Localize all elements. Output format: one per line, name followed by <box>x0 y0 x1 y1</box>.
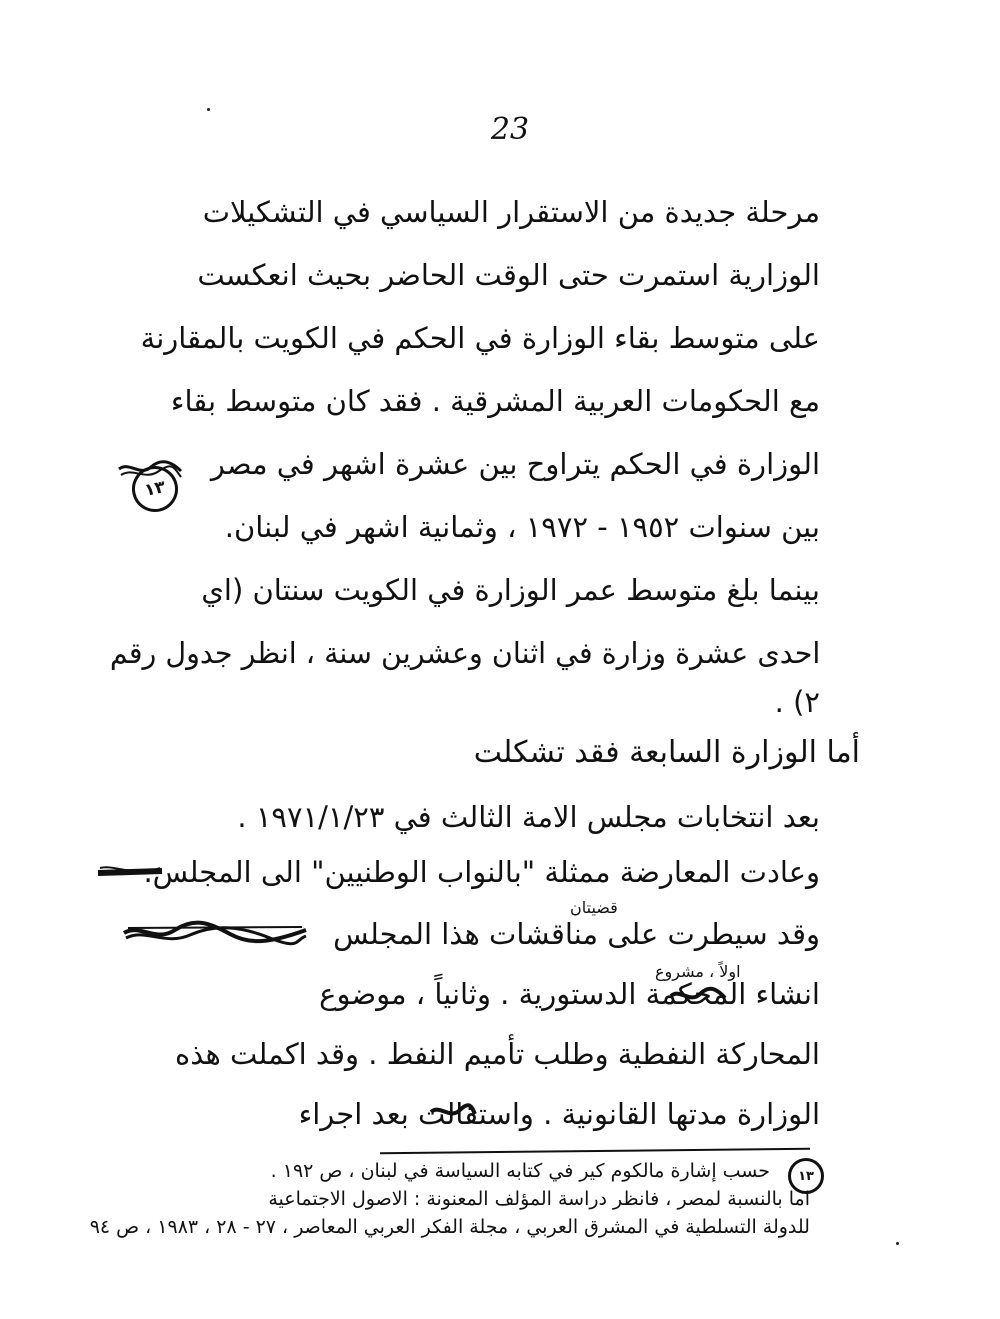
footnote-line: للدولة التسلطية في المشرق العربي ، مجلة الفكر العربي المعاصر ، ٢٧ - ٢٨ ، ١٩٨٣ ، ص ٩٤ <box>89 1216 810 1238</box>
paragraph-1 <box>100 195 820 735</box>
text-line: الوزارية استمرت حتى الوقت الحاضر بحيث انعكست <box>197 258 820 292</box>
text-line: بين سنوات ١٩٥٢ - ١٩٧٢ ، وثمانية اشهر في لبنان. <box>224 510 820 544</box>
strikethrough-scribble <box>668 982 728 1008</box>
text-line: مع الحكومات العربية المشرقية . فقد كان متوسط بقاء <box>170 384 820 418</box>
footnote-marker-circle: ١٣ <box>128 462 183 517</box>
interlinear-insertion: قضيتان <box>570 898 618 917</box>
text-line: الوزارة مدتها القانونية . واستقالت بعد اجراء <box>298 1097 820 1131</box>
paragraph-heading: أما الوزارة السابعة فقد تشكلت <box>473 735 860 770</box>
text-line: الوزارة في الحكم يتراوح بين عشرة اشهر في مصر <box>210 447 820 481</box>
footnote <box>90 1160 820 1250</box>
footnote-separator <box>380 1148 810 1155</box>
paragraph-2-heading-line <box>100 735 860 785</box>
strikethrough-scribble <box>95 860 165 886</box>
text-line: احدى عشرة وزارة في اثنان وعشرين سنة ، انظر جدول رقم <box>109 636 820 670</box>
text-line: بعد انتخابات مجلس الامة الثالث في ١٩٧١/١/٢٣ . <box>237 800 820 834</box>
footnote-line: حسب إشارة مالكوم كير في كتابه السياسة في لبنان ، ص ١٩٢ . <box>270 1160 770 1182</box>
scan-speck <box>207 108 210 111</box>
strikethrough-scribble <box>120 918 310 948</box>
strikethrough-scribble <box>428 1100 478 1124</box>
text-line: وعادت المعارضة ممثلة "بالنواب الوطنيين" الى المجلس. <box>143 855 820 889</box>
text-line: بينما بلغ متوسط عمر الوزارة في الكويت سنتان (اي <box>201 573 820 607</box>
text-line: مرحلة جديدة من الاستقرار السياسي في التشكيلات <box>202 195 820 229</box>
text-line: ٢) . <box>774 685 820 719</box>
page-number: 23 <box>490 112 530 147</box>
interlinear-insertion: اولاً ، مشروع <box>655 962 741 981</box>
footnote-number-circle: ١٣ <box>788 1158 824 1194</box>
text-line: على متوسط بقاء الوزارة في الحكم في الكويت بالمقارنة <box>140 321 820 355</box>
text-line: انشاء المحكمة الدستورية . وثانياً ، موضوع <box>319 977 820 1011</box>
text-line: المحاركة النفطية وطلب تأميم النفط . وقد اكملت هذه <box>175 1037 820 1071</box>
text-line: وقد سيطرت على مناقشات هذا المجلس <box>333 917 820 951</box>
footnote-line: اما بالنسبة لمصر ، فانظر دراسة المؤلف المعنونة : الاصول الاجتماعية <box>268 1188 810 1210</box>
scan-speck <box>896 1242 899 1245</box>
